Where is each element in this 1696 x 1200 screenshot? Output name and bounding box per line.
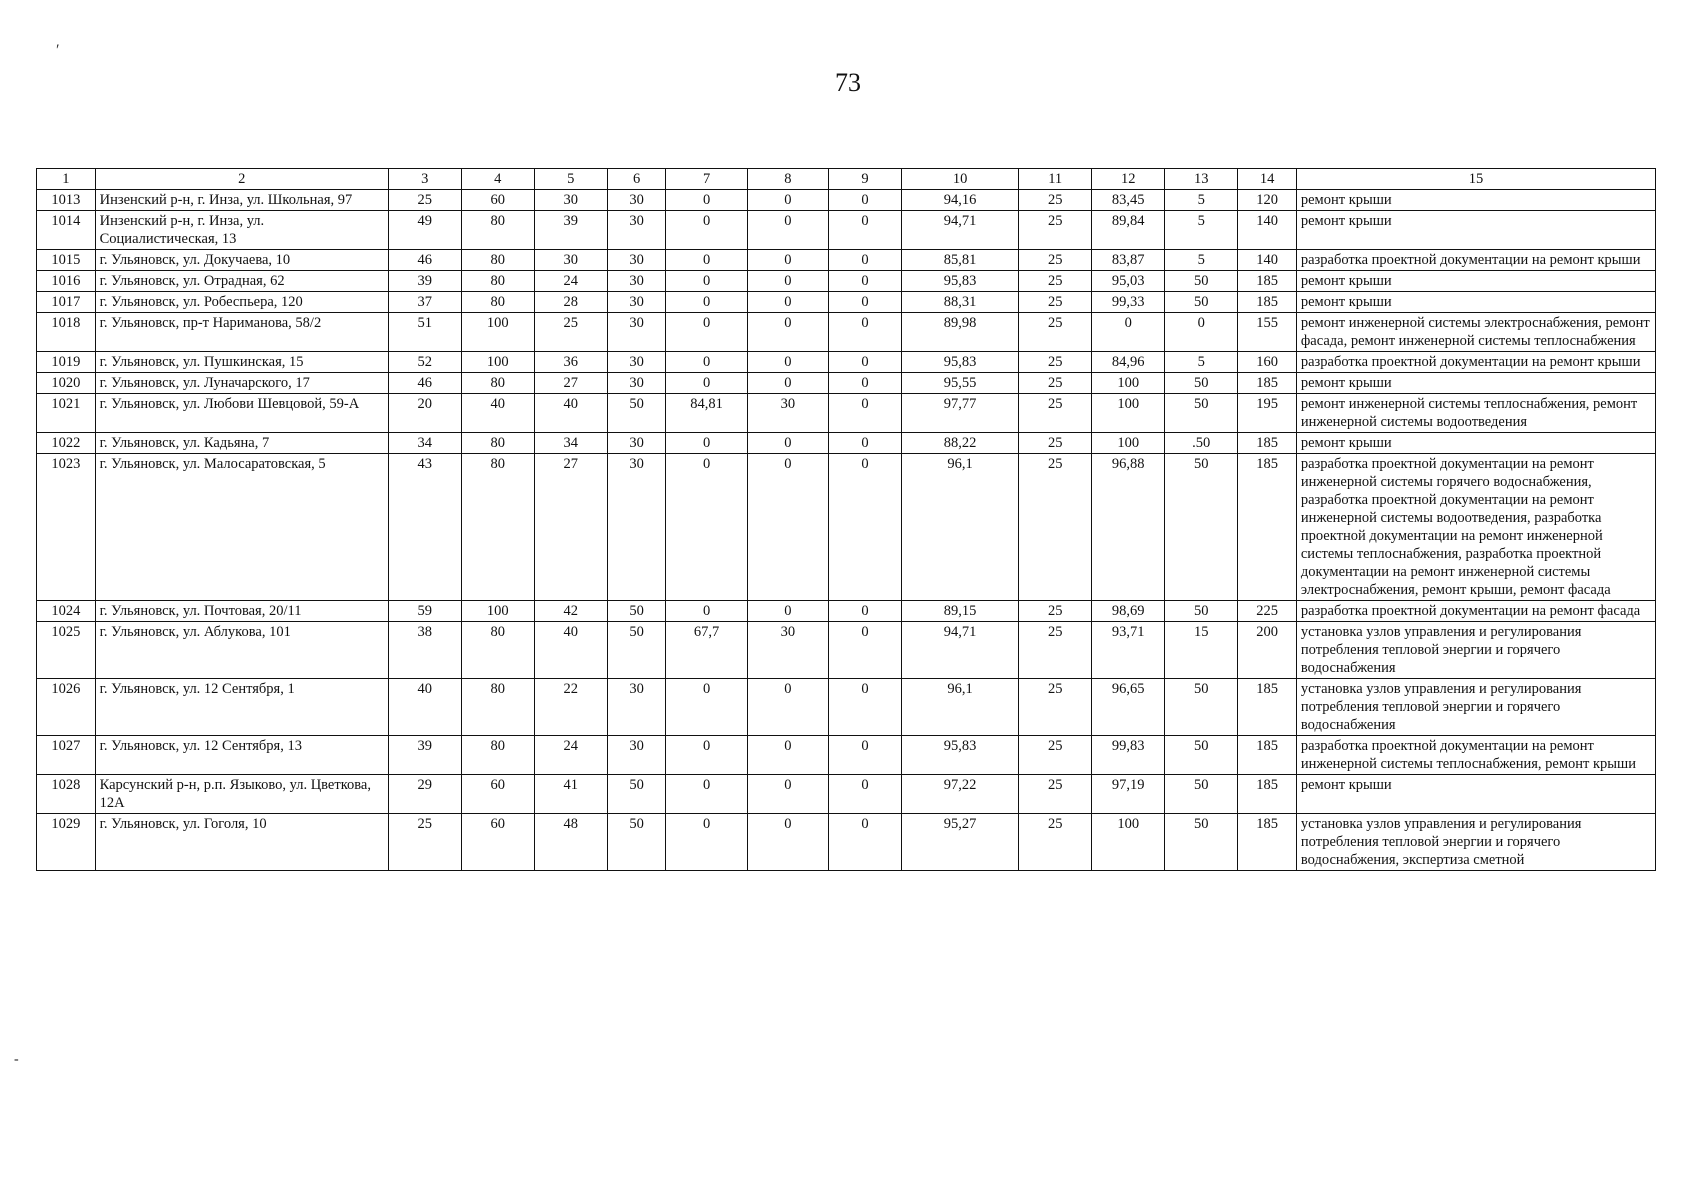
column-header: 8	[747, 169, 828, 190]
value-cell: 5	[1165, 190, 1238, 211]
value-cell: 30	[747, 622, 828, 679]
value-cell: 30	[607, 271, 666, 292]
value-cell: 95,83	[901, 352, 1018, 373]
address-cell: г. Ульяновск, ул. Отрадная, 62	[95, 271, 388, 292]
value-cell: .50	[1165, 433, 1238, 454]
row-number: 1016	[37, 271, 96, 292]
address-cell: г. Ульяновск, ул. Пушкинская, 15	[95, 352, 388, 373]
value-cell: 0	[828, 736, 901, 775]
column-header: 15	[1296, 169, 1655, 190]
table-row	[37, 190, 1656, 211]
value-cell: 185	[1238, 292, 1297, 313]
value-cell: 88,22	[901, 433, 1018, 454]
address-cell: г. Ульяновск, ул. Любови Шевцовой, 59-А	[95, 394, 388, 433]
value-cell: 96,1	[901, 454, 1018, 601]
column-header: 14	[1238, 169, 1297, 190]
value-cell: 39	[388, 736, 461, 775]
value-cell: 96,88	[1092, 454, 1165, 601]
address-cell: Инзенский р-н, г. Инза, ул. Школьная, 97	[95, 190, 388, 211]
value-cell: 40	[388, 679, 461, 736]
value-cell: 25	[1019, 601, 1092, 622]
value-cell: 25	[388, 814, 461, 871]
value-cell: 50	[1165, 394, 1238, 433]
value-cell: 225	[1238, 601, 1297, 622]
value-cell: 0	[666, 190, 747, 211]
value-cell: 25	[1019, 736, 1092, 775]
value-cell: 97,19	[1092, 775, 1165, 814]
column-header: 2	[95, 169, 388, 190]
value-cell: 97,22	[901, 775, 1018, 814]
value-cell: 25	[1019, 622, 1092, 679]
page-number: 73	[835, 68, 861, 97]
address-cell: г. Ульяновск, ул. Аблукова, 101	[95, 622, 388, 679]
value-cell: 30	[607, 250, 666, 271]
value-cell: 0	[828, 211, 901, 250]
value-cell: 25	[1019, 352, 1092, 373]
value-cell: 0	[828, 454, 901, 601]
value-cell: 50	[1165, 814, 1238, 871]
work-description: установка узлов управления и регулирования потребления тепловой энергии и горячего водоснабжения, экспертиза сметной	[1296, 814, 1655, 871]
column-header: 12	[1092, 169, 1165, 190]
value-cell: 0	[666, 736, 747, 775]
value-cell: 30	[607, 313, 666, 352]
value-cell: 80	[461, 250, 534, 271]
value-cell: 185	[1238, 454, 1297, 601]
row-number: 1029	[37, 814, 96, 871]
value-cell: 29	[388, 775, 461, 814]
value-cell: 140	[1238, 211, 1297, 250]
value-cell: 60	[461, 775, 534, 814]
header-row	[37, 169, 1656, 190]
margin-dash: -	[14, 1052, 19, 1067]
column-header: 13	[1165, 169, 1238, 190]
row-number: 1025	[37, 622, 96, 679]
row-number: 1024	[37, 601, 96, 622]
value-cell: 42	[534, 601, 607, 622]
value-cell: 50	[1165, 373, 1238, 394]
value-cell: 50	[1165, 736, 1238, 775]
value-cell: 46	[388, 373, 461, 394]
work-description: установка узлов управления и регулирования потребления тепловой энергии и горячего водоснабжения	[1296, 622, 1655, 679]
value-cell: 95,83	[901, 271, 1018, 292]
value-cell: 93,71	[1092, 622, 1165, 679]
registry-table	[36, 168, 1656, 871]
work-description: разработка проектной документации на ремонт инженерной системы горячего водоснабжения, разработка проектной документации на ремонт инженерной системы водоотведения, разработка проектной документации на ремонт инженерной системы теплоснабжения, разработка проектной документации на ремонт инженерной системы электроснабжения, ремонт крыши, ремонт фасада	[1296, 454, 1655, 601]
value-cell: 50	[1165, 679, 1238, 736]
value-cell: 50	[1165, 454, 1238, 601]
value-cell: 95,27	[901, 814, 1018, 871]
value-cell: 25	[1019, 313, 1092, 352]
value-cell: 50	[607, 622, 666, 679]
value-cell: 34	[534, 433, 607, 454]
value-cell: 50	[1165, 292, 1238, 313]
work-description: ремонт крыши	[1296, 775, 1655, 814]
row-number: 1019	[37, 352, 96, 373]
value-cell: 0	[828, 250, 901, 271]
value-cell: 22	[534, 679, 607, 736]
table-row	[37, 679, 1656, 736]
work-description: ремонт крыши	[1296, 211, 1655, 250]
value-cell: 0	[666, 211, 747, 250]
table-row	[37, 211, 1656, 250]
value-cell: 39	[388, 271, 461, 292]
value-cell: 0	[747, 775, 828, 814]
value-cell: 50	[1165, 271, 1238, 292]
value-cell: 25	[1019, 433, 1092, 454]
value-cell: 140	[1238, 250, 1297, 271]
table-row	[37, 292, 1656, 313]
address-cell: г. Ульяновск, ул. 12 Сентября, 13	[95, 736, 388, 775]
value-cell: 43	[388, 454, 461, 601]
column-header: 10	[901, 169, 1018, 190]
value-cell: 0	[747, 433, 828, 454]
value-cell: 30	[607, 679, 666, 736]
value-cell: 36	[534, 352, 607, 373]
value-cell: 50	[607, 394, 666, 433]
value-cell: 20	[388, 394, 461, 433]
value-cell: 97,77	[901, 394, 1018, 433]
row-number: 1027	[37, 736, 96, 775]
value-cell: 100	[1092, 814, 1165, 871]
value-cell: 185	[1238, 373, 1297, 394]
value-cell: 46	[388, 250, 461, 271]
value-cell: 5	[1165, 211, 1238, 250]
row-number: 1022	[37, 433, 96, 454]
value-cell: 0	[666, 814, 747, 871]
value-cell: 0	[828, 352, 901, 373]
value-cell: 25	[1019, 211, 1092, 250]
value-cell: 30	[607, 736, 666, 775]
table-row	[37, 271, 1656, 292]
address-cell: г. Ульяновск, пр-т Нариманова, 58/2	[95, 313, 388, 352]
value-cell: 30	[607, 190, 666, 211]
address-cell: Инзенский р-н, г. Инза, ул. Социалистическая, 13	[95, 211, 388, 250]
row-number: 1023	[37, 454, 96, 601]
table-row	[37, 352, 1656, 373]
value-cell: 160	[1238, 352, 1297, 373]
value-cell: 50	[1165, 601, 1238, 622]
value-cell: 0	[747, 454, 828, 601]
value-cell: 50	[607, 601, 666, 622]
table-row	[37, 313, 1656, 352]
value-cell: 60	[461, 190, 534, 211]
value-cell: 100	[461, 313, 534, 352]
value-cell: 83,45	[1092, 190, 1165, 211]
value-cell: 0	[666, 352, 747, 373]
value-cell: 0	[666, 250, 747, 271]
value-cell: 83,87	[1092, 250, 1165, 271]
row-number: 1021	[37, 394, 96, 433]
value-cell: 30	[607, 373, 666, 394]
value-cell: 30	[747, 394, 828, 433]
value-cell: 27	[534, 454, 607, 601]
value-cell: 38	[388, 622, 461, 679]
value-cell: 0	[747, 313, 828, 352]
value-cell: 0	[747, 211, 828, 250]
value-cell: 80	[461, 736, 534, 775]
value-cell: 30	[607, 211, 666, 250]
value-cell: 0	[747, 373, 828, 394]
value-cell: 80	[461, 433, 534, 454]
value-cell: 185	[1238, 736, 1297, 775]
value-cell: 99,83	[1092, 736, 1165, 775]
value-cell: 0	[666, 313, 747, 352]
column-header: 6	[607, 169, 666, 190]
value-cell: 0	[828, 373, 901, 394]
scan-mark: ′	[56, 42, 60, 59]
value-cell: 96,65	[1092, 679, 1165, 736]
value-cell: 0	[1092, 313, 1165, 352]
value-cell: 0	[666, 601, 747, 622]
value-cell: 67,7	[666, 622, 747, 679]
table-row	[37, 622, 1656, 679]
value-cell: 0	[747, 736, 828, 775]
value-cell: 185	[1238, 814, 1297, 871]
value-cell: 0	[666, 775, 747, 814]
address-cell: г. Ульяновск, ул. Малосаратовская, 5	[95, 454, 388, 601]
address-cell: г. Ульяновск, ул. Луначарского, 17	[95, 373, 388, 394]
table-row	[37, 373, 1656, 394]
value-cell: 185	[1238, 679, 1297, 736]
value-cell: 39	[534, 211, 607, 250]
value-cell: 84,81	[666, 394, 747, 433]
value-cell: 0	[828, 433, 901, 454]
value-cell: 99,33	[1092, 292, 1165, 313]
value-cell: 40	[534, 622, 607, 679]
address-cell: г. Ульяновск, ул. Почтовая, 20/11	[95, 601, 388, 622]
column-header: 11	[1019, 169, 1092, 190]
value-cell: 25	[1019, 679, 1092, 736]
value-cell: 195	[1238, 394, 1297, 433]
row-number: 1018	[37, 313, 96, 352]
value-cell: 80	[461, 373, 534, 394]
value-cell: 15	[1165, 622, 1238, 679]
value-cell: 52	[388, 352, 461, 373]
row-number: 1014	[37, 211, 96, 250]
value-cell: 185	[1238, 271, 1297, 292]
value-cell: 60	[461, 814, 534, 871]
value-cell: 89,98	[901, 313, 1018, 352]
value-cell: 30	[607, 292, 666, 313]
value-cell: 94,16	[901, 190, 1018, 211]
value-cell: 0	[747, 190, 828, 211]
value-cell: 0	[828, 190, 901, 211]
column-header: 1	[37, 169, 96, 190]
table-row	[37, 814, 1656, 871]
value-cell: 100	[1092, 433, 1165, 454]
value-cell: 0	[828, 622, 901, 679]
value-cell: 50	[607, 775, 666, 814]
value-cell: 89,84	[1092, 211, 1165, 250]
address-cell: г. Ульяновск, ул. Кадьяна, 7	[95, 433, 388, 454]
row-number: 1015	[37, 250, 96, 271]
value-cell: 25	[1019, 292, 1092, 313]
value-cell: 25	[1019, 271, 1092, 292]
value-cell: 50	[607, 814, 666, 871]
value-cell: 100	[461, 601, 534, 622]
value-cell: 80	[461, 271, 534, 292]
value-cell: 24	[534, 271, 607, 292]
work-description: ремонт крыши	[1296, 373, 1655, 394]
table-row	[37, 601, 1656, 622]
value-cell: 95,83	[901, 736, 1018, 775]
value-cell: 25	[1019, 454, 1092, 601]
work-description: разработка проектной документации на ремонт фасада	[1296, 601, 1655, 622]
value-cell: 89,15	[901, 601, 1018, 622]
value-cell: 41	[534, 775, 607, 814]
value-cell: 96,1	[901, 679, 1018, 736]
value-cell: 0	[828, 679, 901, 736]
column-header: 9	[828, 169, 901, 190]
value-cell: 40	[461, 394, 534, 433]
value-cell: 185	[1238, 775, 1297, 814]
work-description: разработка проектной документации на ремонт инженерной системы теплоснабжения, ремонт крыши	[1296, 736, 1655, 775]
table-row	[37, 454, 1656, 601]
work-description: разработка проектной документации на ремонт крыши	[1296, 352, 1655, 373]
value-cell: 0	[828, 775, 901, 814]
value-cell: 27	[534, 373, 607, 394]
work-description: ремонт крыши	[1296, 190, 1655, 211]
value-cell: 0	[747, 814, 828, 871]
value-cell: 30	[607, 454, 666, 601]
value-cell: 0	[666, 373, 747, 394]
value-cell: 0	[747, 292, 828, 313]
value-cell: 25	[1019, 394, 1092, 433]
value-cell: 0	[666, 271, 747, 292]
value-cell: 37	[388, 292, 461, 313]
value-cell: 0	[666, 433, 747, 454]
value-cell: 5	[1165, 250, 1238, 271]
row-number: 1028	[37, 775, 96, 814]
value-cell: 0	[828, 601, 901, 622]
address-cell: г. Ульяновск, ул. 12 Сентября, 1	[95, 679, 388, 736]
value-cell: 0	[828, 271, 901, 292]
column-header: 7	[666, 169, 747, 190]
value-cell: 48	[534, 814, 607, 871]
work-description: ремонт крыши	[1296, 433, 1655, 454]
work-description: ремонт крыши	[1296, 271, 1655, 292]
value-cell: 0	[747, 679, 828, 736]
row-number: 1013	[37, 190, 96, 211]
value-cell: 5	[1165, 352, 1238, 373]
value-cell: 0	[747, 352, 828, 373]
value-cell: 98,69	[1092, 601, 1165, 622]
table-row	[37, 736, 1656, 775]
value-cell: 25	[1019, 814, 1092, 871]
row-number: 1020	[37, 373, 96, 394]
value-cell: 200	[1238, 622, 1297, 679]
value-cell: 185	[1238, 433, 1297, 454]
value-cell: 0	[828, 292, 901, 313]
value-cell: 51	[388, 313, 461, 352]
work-description: ремонт инженерной системы теплоснабжения, ремонт инженерной системы водоотведения	[1296, 394, 1655, 433]
value-cell: 59	[388, 601, 461, 622]
work-description: ремонт инженерной системы электроснабжения, ремонт фасада, ремонт инженерной системы теплоснабжения	[1296, 313, 1655, 352]
value-cell: 95,55	[901, 373, 1018, 394]
row-number: 1026	[37, 679, 96, 736]
value-cell: 80	[461, 454, 534, 601]
value-cell: 28	[534, 292, 607, 313]
work-description: ремонт крыши	[1296, 292, 1655, 313]
value-cell: 0	[747, 601, 828, 622]
value-cell: 155	[1238, 313, 1297, 352]
value-cell: 0	[828, 313, 901, 352]
address-cell: г. Ульяновск, ул. Докучаева, 10	[95, 250, 388, 271]
value-cell: 120	[1238, 190, 1297, 211]
value-cell: 40	[534, 394, 607, 433]
value-cell: 49	[388, 211, 461, 250]
column-header: 4	[461, 169, 534, 190]
value-cell: 25	[388, 190, 461, 211]
value-cell: 0	[666, 292, 747, 313]
work-description: установка узлов управления и регулирования потребления тепловой энергии и горячего водоснабжения	[1296, 679, 1655, 736]
value-cell: 0	[666, 679, 747, 736]
value-cell: 34	[388, 433, 461, 454]
value-cell: 24	[534, 736, 607, 775]
table-row	[37, 250, 1656, 271]
value-cell: 84,96	[1092, 352, 1165, 373]
value-cell: 94,71	[901, 211, 1018, 250]
value-cell: 25	[1019, 775, 1092, 814]
value-cell: 95,03	[1092, 271, 1165, 292]
value-cell: 0	[828, 394, 901, 433]
value-cell: 100	[1092, 373, 1165, 394]
table-row	[37, 433, 1656, 454]
value-cell: 0	[747, 271, 828, 292]
value-cell: 25	[1019, 373, 1092, 394]
row-number: 1017	[37, 292, 96, 313]
column-header: 5	[534, 169, 607, 190]
value-cell: 80	[461, 292, 534, 313]
table-row	[37, 775, 1656, 814]
value-cell: 25	[1019, 190, 1092, 211]
value-cell: 88,31	[901, 292, 1018, 313]
value-cell: 80	[461, 679, 534, 736]
value-cell: 30	[534, 190, 607, 211]
value-cell: 30	[607, 352, 666, 373]
address-cell: г. Ульяновск, ул. Робеспьера, 120	[95, 292, 388, 313]
address-cell: г. Ульяновск, ул. Гоголя, 10	[95, 814, 388, 871]
work-description: разработка проектной документации на ремонт крыши	[1296, 250, 1655, 271]
value-cell: 0	[1165, 313, 1238, 352]
address-cell: Карсунский р-н, р.п. Языково, ул. Цветкова, 12А	[95, 775, 388, 814]
value-cell: 0	[828, 814, 901, 871]
table-row	[37, 394, 1656, 433]
value-cell: 80	[461, 622, 534, 679]
column-header: 3	[388, 169, 461, 190]
value-cell: 25	[534, 313, 607, 352]
value-cell: 80	[461, 211, 534, 250]
value-cell: 30	[534, 250, 607, 271]
value-cell: 0	[666, 454, 747, 601]
value-cell: 94,71	[901, 622, 1018, 679]
value-cell: 30	[607, 433, 666, 454]
value-cell: 50	[1165, 775, 1238, 814]
value-cell: 100	[1092, 394, 1165, 433]
value-cell: 85,81	[901, 250, 1018, 271]
value-cell: 100	[461, 352, 534, 373]
value-cell: 0	[747, 250, 828, 271]
value-cell: 25	[1019, 250, 1092, 271]
